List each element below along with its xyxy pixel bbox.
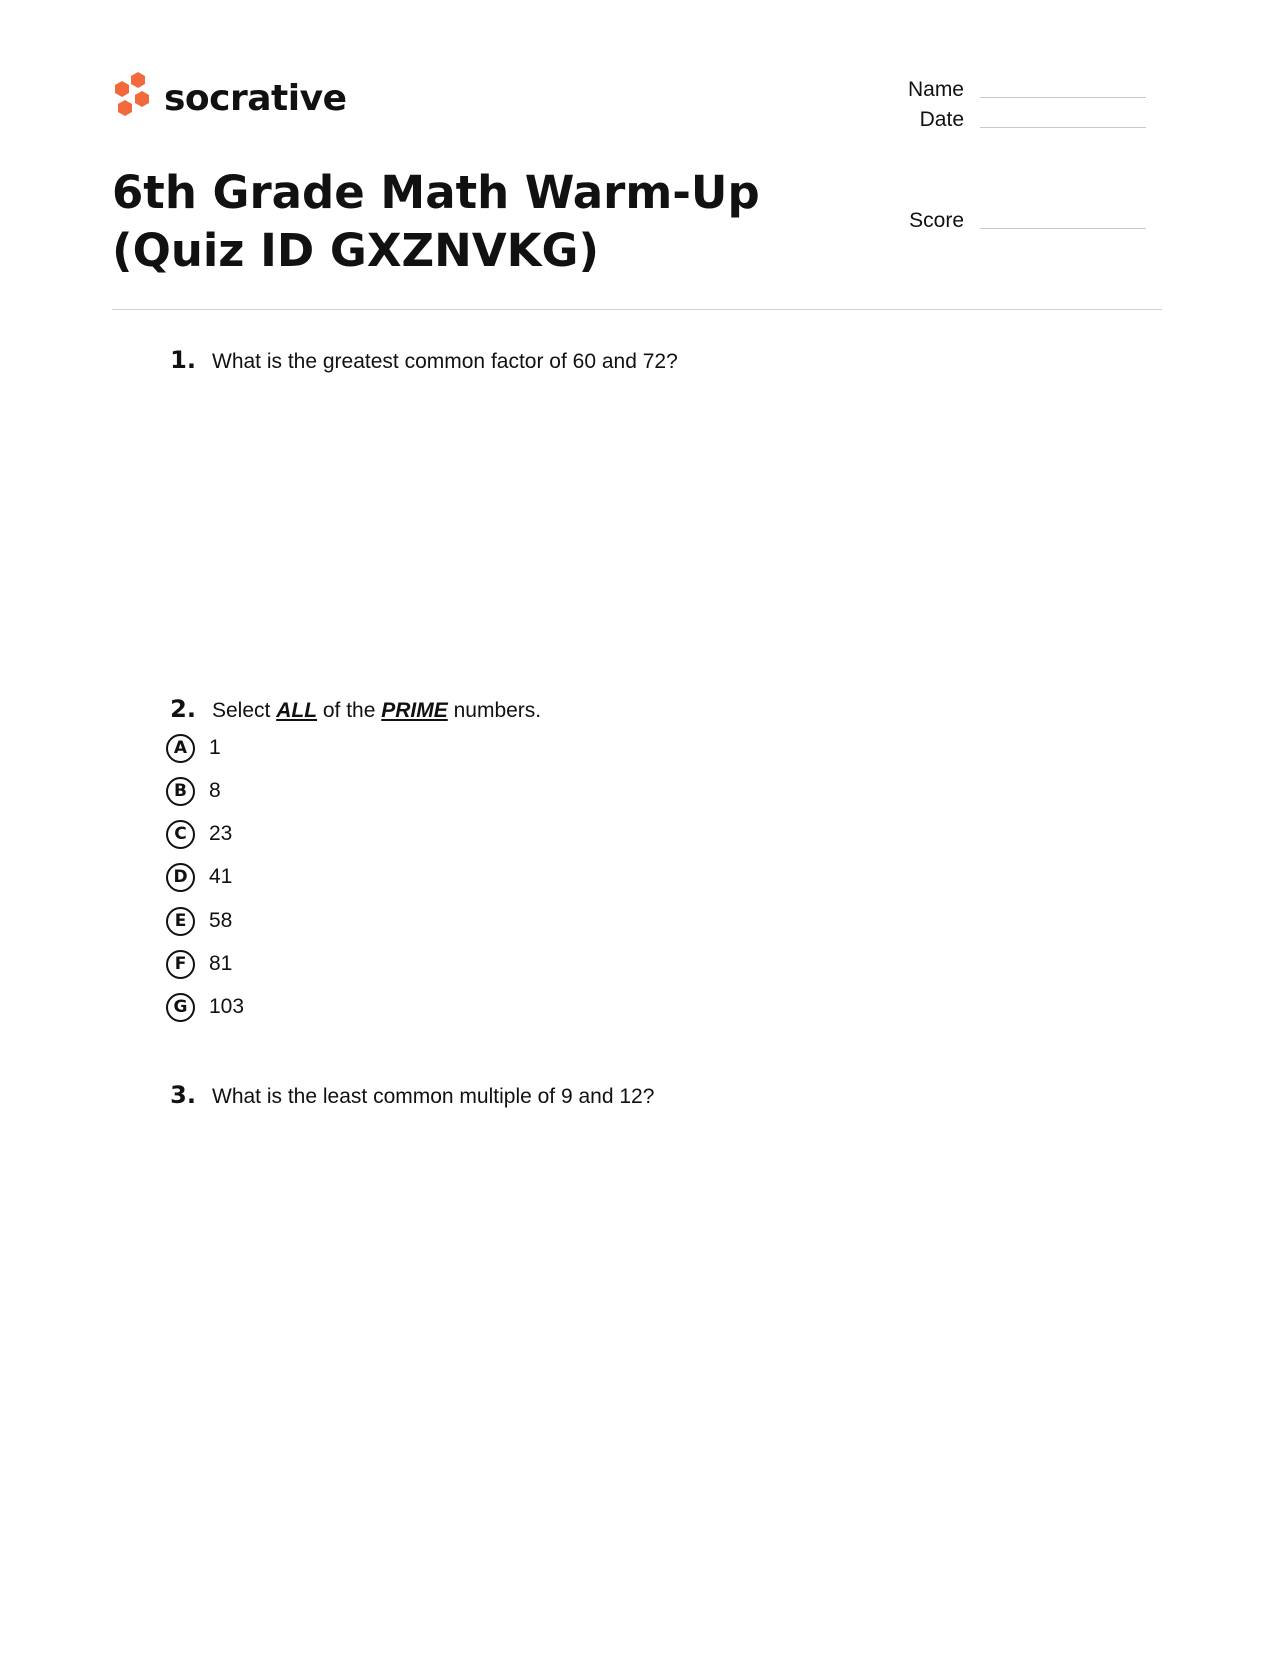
- question-number: 1.: [170, 346, 196, 374]
- choice-letter-bubble[interactable]: B: [166, 777, 195, 806]
- choice-letter-bubble[interactable]: E: [166, 907, 195, 936]
- question-text: [212, 699, 541, 723]
- choice-text: 103: [209, 995, 245, 1018]
- choice-text: 1: [209, 736, 221, 759]
- emphasis-all: ALL: [276, 699, 318, 722]
- question-1: [150, 346, 678, 374]
- choice-text: 8: [209, 779, 221, 802]
- choice-letter-bubble[interactable]: D: [166, 863, 195, 892]
- choice-d[interactable]: [166, 860, 232, 894]
- question-3: [150, 1081, 654, 1109]
- page-title: 6th Grade Math Warm-Up (Quiz ID GXZNVKG): [112, 166, 760, 277]
- choice-f[interactable]: [166, 947, 232, 981]
- brand-wordmark: socrative: [164, 77, 347, 119]
- date-line[interactable]: [980, 126, 1146, 128]
- question-2: [150, 695, 541, 723]
- choice-a[interactable]: [166, 731, 221, 765]
- choice-g[interactable]: [166, 990, 244, 1024]
- choice-text: 23: [209, 822, 233, 845]
- date-field[interactable]: [844, 108, 1146, 132]
- name-field[interactable]: [844, 78, 1146, 102]
- choice-b[interactable]: [166, 774, 221, 808]
- choice-text: 58: [209, 909, 233, 932]
- score-line[interactable]: [980, 227, 1146, 229]
- choice-letter-bubble[interactable]: C: [166, 820, 195, 849]
- question-text-part: numbers.: [447, 699, 542, 722]
- hexagon-cluster-icon: [112, 72, 152, 124]
- emphasis-prime: PRIME: [381, 699, 448, 722]
- choice-text: 81: [209, 952, 233, 975]
- question-text-part: of the: [317, 699, 382, 722]
- choice-letter-bubble[interactable]: A: [166, 734, 195, 763]
- name-label: Name: [907, 78, 964, 101]
- question-text: What is the greatest common factor of 60 and 72?: [212, 350, 678, 373]
- score-label: Score: [909, 209, 964, 232]
- question-number: 3.: [170, 1081, 196, 1109]
- choice-text: 41: [209, 865, 233, 888]
- socrative-logo: [112, 72, 346, 124]
- choice-letter-bubble[interactable]: F: [166, 950, 195, 979]
- choice-letter-bubble[interactable]: G: [166, 993, 195, 1022]
- date-label: Date: [919, 108, 964, 131]
- choice-e[interactable]: [166, 904, 232, 938]
- question-text: What is the least common multiple of 9 and 12?: [212, 1085, 655, 1108]
- question-number: 2.: [170, 695, 196, 723]
- score-field[interactable]: [844, 209, 1146, 233]
- header-divider: [112, 309, 1162, 310]
- choice-c[interactable]: [166, 817, 232, 851]
- name-line[interactable]: [980, 96, 1146, 98]
- question-text-part: Select: [212, 699, 277, 722]
